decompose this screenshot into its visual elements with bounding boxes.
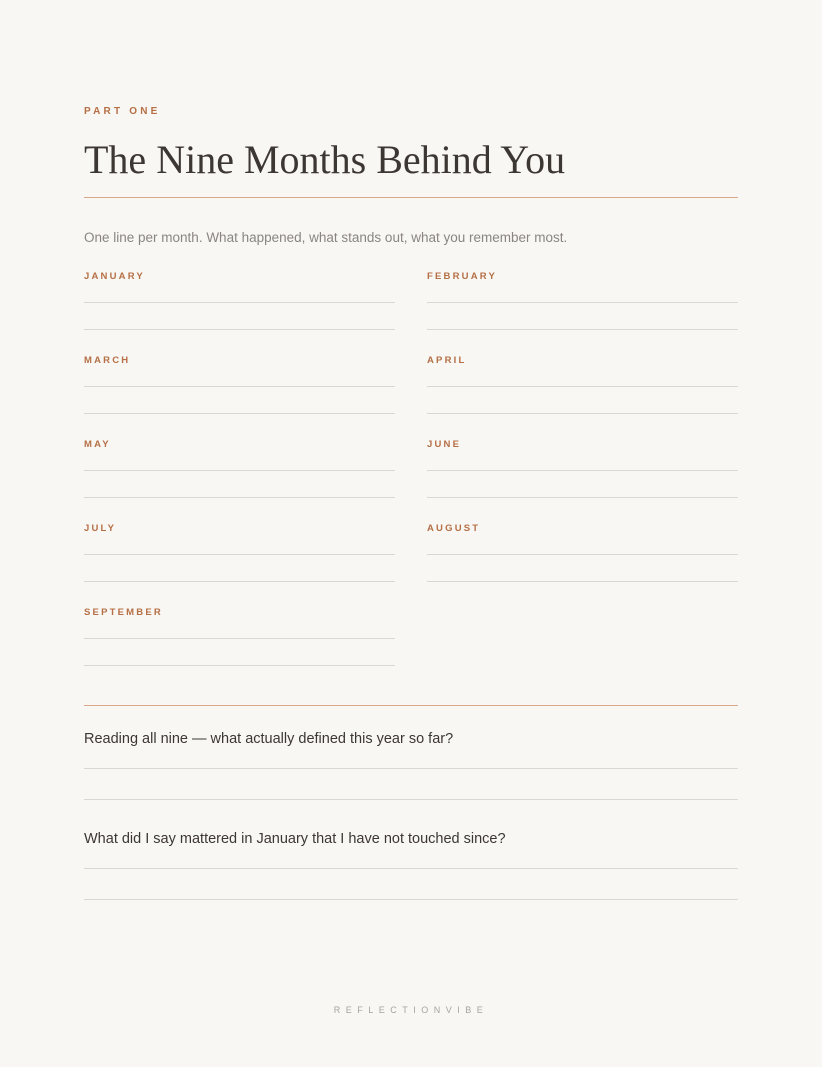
intro-text: One line per month. What happened, what stands out, what you remember most. [84,230,568,245]
writing-line[interactable] [84,799,738,800]
writing-line[interactable] [84,554,395,555]
writing-line[interactable] [427,329,738,330]
writing-line[interactable] [427,302,738,303]
month-entry-january [84,264,395,348]
writing-line[interactable] [84,665,395,666]
section-divider [84,705,738,706]
month-label: JUNE [427,439,462,450]
writing-line[interactable] [427,581,738,582]
writing-line[interactable] [427,497,738,498]
writing-line[interactable] [84,386,395,387]
month-entry-august [427,516,738,600]
writing-line[interactable] [84,868,738,869]
month-entry-february [427,264,738,348]
writing-line[interactable] [84,413,395,414]
reflection-question-2: What did I say mattered in January that I have not touched since? [84,831,506,847]
page-title: The Nine Months Behind You [84,137,566,182]
month-label: JULY [84,523,117,534]
month-label: FEBRUARY [427,271,498,282]
month-entry-march [84,348,395,432]
writing-line[interactable] [427,554,738,555]
writing-line[interactable] [84,899,738,900]
writing-line[interactable] [427,386,738,387]
writing-line[interactable] [427,413,738,414]
writing-line[interactable] [84,768,738,769]
writing-line[interactable] [84,329,395,330]
month-label: JANUARY [84,271,145,282]
month-label: AUGUST [427,523,481,534]
section-eyebrow: PART ONE [84,106,161,117]
month-entry-september [84,600,395,684]
title-divider [84,197,738,198]
brand-footer: REFLECTIONVIBE [333,1005,489,1015]
month-entry-may [84,432,395,516]
writing-line[interactable] [427,470,738,471]
month-label: MAY [84,439,111,450]
month-label: APRIL [427,355,467,366]
reflection-question-1: Reading all nine — what actually defined this year so far? [84,731,454,747]
writing-line[interactable] [84,302,395,303]
month-grid [84,264,738,684]
writing-line[interactable] [84,497,395,498]
month-label: MARCH [84,355,131,366]
month-entry-april [427,348,738,432]
month-entry-july [84,516,395,600]
writing-line[interactable] [84,470,395,471]
month-entry-june [427,432,738,516]
writing-line[interactable] [84,638,395,639]
month-label: SEPTEMBER [84,607,163,618]
writing-line[interactable] [84,581,395,582]
